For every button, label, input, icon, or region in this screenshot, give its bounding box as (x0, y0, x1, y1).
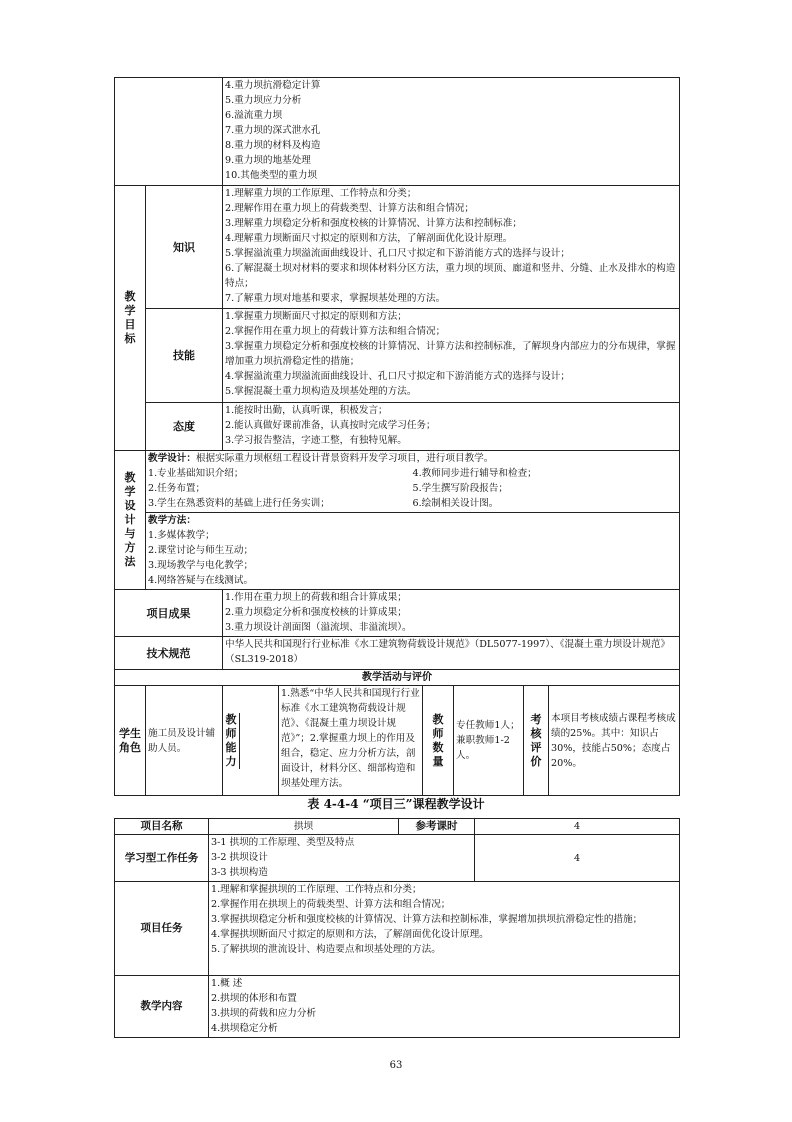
task-item: 3-1 拱坝的工作原理、类型及特点 (211, 837, 355, 848)
attitude-cell (223, 403, 680, 451)
tasks-cell (209, 835, 475, 882)
result-item: 3.重力坝设计剖面图（溢流坝、非溢流坝）。 (225, 622, 412, 633)
skills-item: 1.掌握重力坝断面尺寸拟定的原则和方法； (225, 311, 407, 322)
knowledge-item: 6.了解混凝土坝对材料的要求和坝体材料分区方法，重力坝的坝顶、廊道和竖井、分缝、止水及排水的构造特点； (225, 263, 676, 289)
standards-label: 技术规范 (115, 637, 223, 670)
results-cell (223, 590, 680, 637)
method-item: 2.课堂讨论与师生互动； (148, 545, 254, 556)
design-text: 根据实际重力坝枢纽工程设计背景资料开发学习项目，进行项目教学。 (195, 453, 494, 464)
skills-item: 4.掌握溢流重力坝溢流面曲线设计、孔口尺寸拟定和下游消能方式的选择与设计； (225, 371, 570, 382)
design-step: 5.学生撰写阶段报告； (412, 483, 508, 494)
skills-cell (223, 309, 680, 403)
tasks-label: 学习型工作任务 (115, 835, 209, 882)
content-item: 2.拱坝的体形和布置 (211, 993, 297, 1004)
skills-item: 3.掌握重力坝稳定分析和强度校核的计算情况、计算方法和控制标准，了解坝身内部应力的分布规律，掌握增加重力坝抗滑稳定性的措施； (225, 341, 676, 367)
hours-label: 参考课时 (399, 819, 475, 835)
hours-value: 4 (475, 819, 680, 835)
page-number: 63 (389, 1060, 403, 1071)
knowledge-item: 4.理解重力坝断面尺寸拟定的原则和方法，了解剖面优化设计原理。 (225, 233, 513, 244)
skills-item: 5.掌握混凝土重力坝构造及坝基处理的方法。 (225, 386, 417, 397)
method-item: 1.多媒体教学； (148, 530, 215, 541)
knowledge-item: 1.理解重力坝的工作原理、工作特点和分类； (225, 188, 417, 199)
task-item: 3-2 拱坝设计 (211, 852, 268, 863)
attitude-label: 态度 (146, 403, 223, 451)
methods-label: 教学设计与方法 (124, 471, 136, 568)
teacher-count-label-cell (423, 686, 454, 796)
design-step: 1.专业基础知识介绍； (148, 468, 244, 479)
tasks-hours: 4 (475, 835, 680, 882)
objectives-label-cell (115, 186, 146, 451)
teacher-count-label: 教师数量 (432, 712, 444, 768)
design-step: 2.任务布置； (148, 483, 206, 494)
knowledge-item: 3.理解重力坝稳定分析和强度校核的计算情况、计算方法和控制标准； (225, 218, 522, 229)
project-task-item: 5.了解拱坝的泄流设计、构造要点和坝基处理的方法。 (211, 944, 441, 955)
knowledge-item: 7.了解重力坝对地基和要求，掌握坝基处理的方法。 (225, 293, 446, 304)
teacher-ability-text: 1.熟悉“中华人民共和国现行行业标准《水工建筑物荷载设计规范》、《混凝土重力坝设计规范》”；2.掌握重力坝上的作用及组合，稳定、应力分析方法，剖面设计，材料分区、细部构造和坝基处理方法。 (279, 686, 423, 796)
project-task-item: 1.理解和掌握拱坝的工作原理、工作特点和分类； (211, 884, 422, 895)
content-item: 10.其他类型的重力坝 (225, 170, 318, 181)
design-step: 6.绘制相关设计图。 (412, 498, 499, 509)
knowledge-cell (223, 186, 680, 309)
project-task-item: 3.掌握拱坝稳定分析和强度校核的计算情况、计算方法和控制标准，掌握增加拱坝抗滑稳定性的措施； (211, 914, 643, 925)
assess-text: 本项目考核成绩占课程考核成绩的25%。其中：知识占30%，技能占50%；态度占20%。 (549, 686, 680, 796)
course-design-table-project3 (114, 818, 680, 1038)
content-item: 5.重力坝应力分析 (225, 95, 302, 106)
design-step: 4.教师同步进行辅导和检查； (412, 468, 537, 479)
teacher-count-text: 专任教师1人；兼职教师1-2人。 (454, 686, 524, 796)
project-task-item: 2.掌握作用在拱坝上的荷载类型、计算方法和组合情况； (211, 899, 451, 910)
role-text: 施工员及设计辅助人员。 (146, 686, 223, 796)
skills-item: 2.掌握作用在重力坝上的荷载计算方法和组合情况； (225, 326, 446, 337)
design-step: 3.学生在熟悉资料的基础上进行任务实训； (148, 498, 330, 509)
skills-label: 技能 (146, 309, 223, 403)
content-item: 7.重力坝的深式泄水孔 (225, 125, 321, 136)
project-name-label: 项目名称 (115, 819, 209, 835)
course-design-table-project2 (114, 77, 680, 796)
teaching-content-cell (223, 78, 680, 186)
method-title: 教学方法： (148, 515, 196, 526)
task-item: 3-3 拱坝构造 (211, 867, 268, 878)
knowledge-item: 2.理解作用在重力坝上的荷载类型、计算方法和组合情况； (225, 203, 474, 214)
result-item: 2.重力坝稳定分析和强度校核的计算成果； (225, 607, 407, 618)
project-task-item: 4.掌握拱坝断面尺寸拟定的原则和方法，了解剖面优化设计原理。 (211, 929, 489, 940)
content-item: 3.拱坝的荷载和应力分析 (211, 1008, 317, 1019)
project-name-value: 拱坝 (209, 819, 399, 835)
method-cell (146, 513, 680, 590)
content-item: 4.拱坝稳定分析 (211, 1023, 278, 1034)
content-label-cell (115, 78, 223, 186)
standards-text: 中华人民共和国现行行业标准《水工建筑物荷载设计规范》（DL5077-1997）、《混凝土重力坝设计规范》（SL319-2018） (223, 637, 680, 670)
knowledge-label: 知识 (146, 186, 223, 309)
role-label-cell (115, 686, 146, 796)
assess-label-cell (524, 686, 549, 796)
results-label: 项目成果 (115, 590, 223, 637)
attitude-item: 1.能按时出勤，认真听课，积极发言； (225, 405, 388, 416)
content-item: 1.概 述 (211, 978, 243, 989)
design-cell (146, 451, 680, 513)
design-title: 教学设计： (148, 453, 196, 464)
result-item: 1.作用在重力坝上的荷载和组合计算成果； (225, 592, 407, 603)
method-item: 3.现场教学与电化教学； (148, 560, 254, 571)
project-task-label: 项目任务 (115, 882, 209, 976)
method-item: 4.网络答疑与在线测试。 (148, 575, 254, 586)
knowledge-item: 5.掌握溢流重力坝溢流面曲线设计、孔口尺寸拟定和下游消能方式的选择与设计； (225, 248, 570, 259)
content-item: 8.重力坝的材料及构造 (225, 140, 321, 151)
content-item: 9.重力坝的地基处理 (225, 155, 311, 166)
methods-label-cell (115, 451, 146, 590)
content-cell (209, 976, 680, 1038)
teacher-ability-label: 教师能力 (225, 712, 237, 768)
teacher-ability-text-lead (240, 713, 278, 769)
assess-label: 考核评价 (530, 712, 542, 768)
content-item: 4.重力坝抗滑稳定计算 (225, 80, 321, 91)
table-caption: 表 4-4-4 “项目三”课程教学设计 (307, 797, 485, 811)
attitude-item: 2.能认真做好课前准备，认真按时完成学习任务； (225, 420, 436, 431)
attitude-item: 3.学习报告整洁，字迹工整，有独特见解。 (225, 435, 407, 446)
teacher-ability-label-cell (223, 686, 279, 796)
content-item: 6.溢流重力坝 (225, 110, 283, 121)
objectives-label: 教学目标 (124, 290, 136, 345)
content-label: 教学内容 (115, 976, 209, 1038)
project-task-cell (209, 882, 680, 976)
activity-header: 教学活动与评价 (115, 670, 680, 686)
role-label: 学生角色 (119, 726, 141, 754)
